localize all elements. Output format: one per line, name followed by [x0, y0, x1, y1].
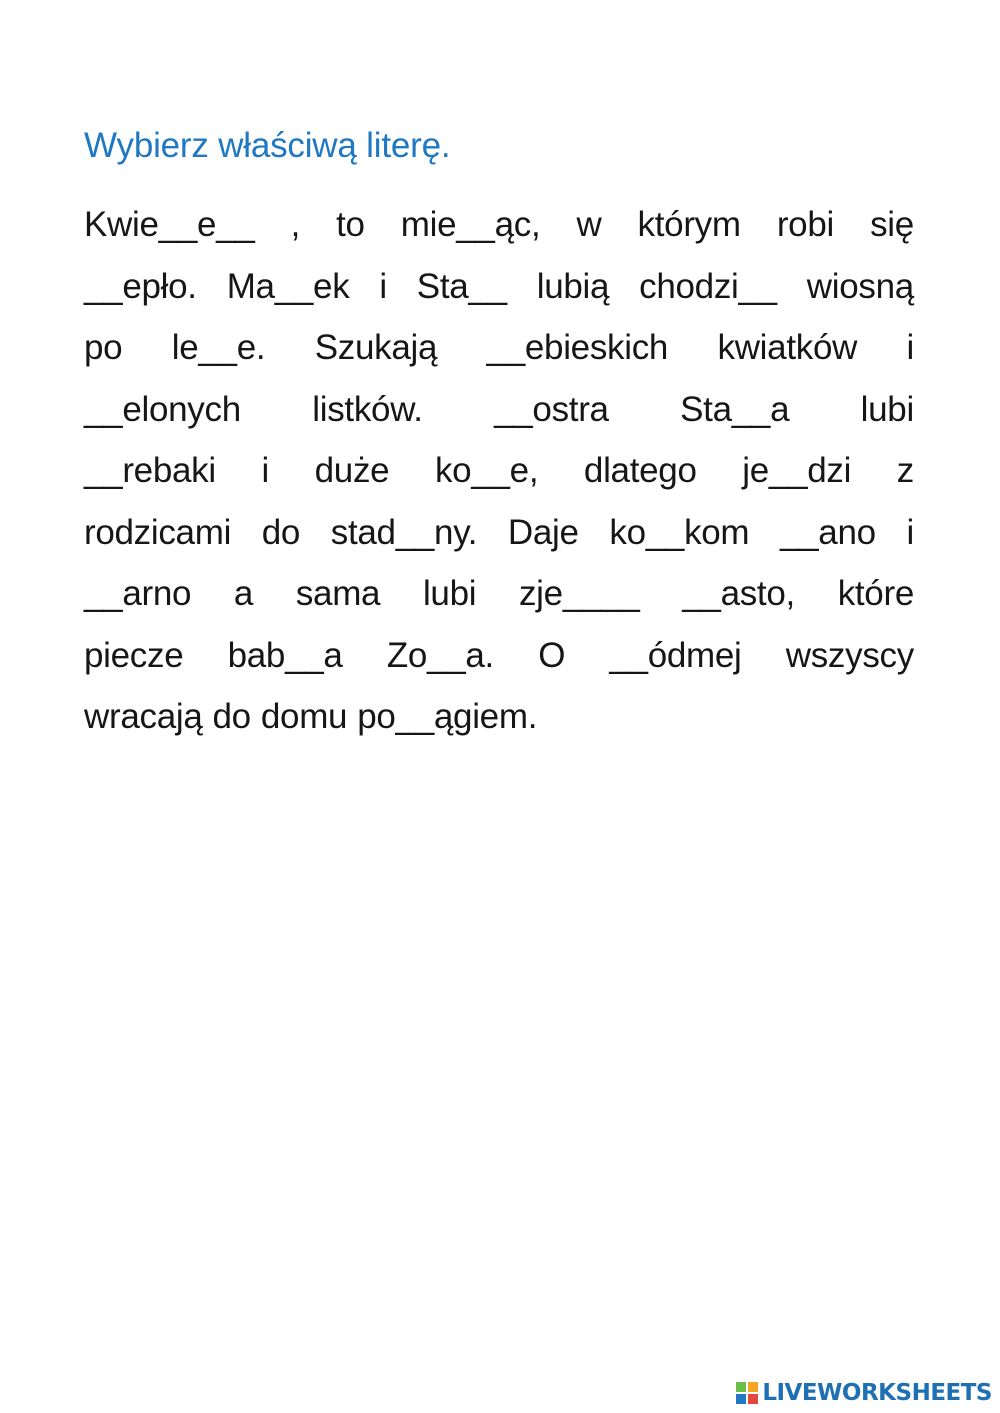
- text-word: wracają: [84, 697, 203, 736]
- text-word: i: [906, 328, 914, 367]
- text-word: rodzicami: [84, 512, 232, 552]
- logo-tile: [748, 1394, 758, 1404]
- text-word: __ebieskich: [486, 328, 669, 367]
- text-word: którym: [637, 205, 741, 244]
- text-line: [84, 567, 914, 629]
- text-word: Sta__: [416, 266, 507, 306]
- text-word: O: [538, 635, 566, 675]
- text-word: Zo__a.: [386, 635, 494, 675]
- text-line: [84, 383, 914, 445]
- text-word: Sta__a: [680, 389, 790, 429]
- text-word: Kwie__e__: [84, 205, 255, 244]
- text-word: __ano: [779, 512, 876, 552]
- text-word: w: [576, 205, 602, 244]
- text-word: __asto,: [682, 574, 795, 613]
- text-word: Ma__ek: [226, 266, 350, 306]
- liveworksheets-logo-icon: [736, 1382, 758, 1404]
- text-word: piecze: [84, 635, 184, 675]
- text-word: po__ągiem.: [357, 697, 538, 736]
- text-word: duże: [314, 451, 390, 490]
- text-word: dlatego: [583, 451, 697, 490]
- liveworksheets-logo: [736, 1379, 992, 1407]
- text-word: mie__ąc,: [400, 205, 541, 244]
- text-word: z: [896, 451, 914, 490]
- instruction-title: Wybierz właściwą literę.: [84, 126, 451, 165]
- text-word: ko__kom: [609, 512, 750, 552]
- liveworksheets-logo-text: LIVEWORKSHEETS: [762, 1380, 992, 1406]
- text-word: lubi: [422, 574, 477, 613]
- text-word: le__e.: [171, 328, 266, 367]
- text-word: a: [233, 574, 254, 613]
- text-word: listków.: [312, 389, 423, 429]
- text-line: [84, 629, 914, 691]
- text-word: wiosną: [806, 266, 914, 306]
- text-word: kwiatków: [717, 328, 858, 367]
- text-word: Szukają: [314, 328, 438, 367]
- text-line: [84, 260, 914, 322]
- text-word: i: [906, 512, 914, 552]
- text-line: [84, 321, 914, 383]
- text-word: i: [261, 451, 269, 490]
- logo-tile: [748, 1382, 758, 1392]
- text-word: które: [837, 574, 914, 613]
- text-word: lubią: [536, 266, 610, 306]
- text-word: Daje: [507, 512, 579, 552]
- text-word: bab__a: [227, 635, 343, 675]
- text-line: [84, 506, 914, 568]
- text-word: __arno: [84, 574, 192, 613]
- text-word: ko__e,: [434, 451, 539, 490]
- text-word: __rebaki: [84, 451, 216, 490]
- text-word: chodzi__: [639, 266, 777, 306]
- text-word: __ódmej: [609, 635, 742, 675]
- text-word: __elonych: [84, 389, 241, 429]
- text-word: domu: [260, 697, 348, 736]
- text-word: lubi: [860, 389, 914, 429]
- text-word: robi: [776, 205, 834, 244]
- text-word: __ostra: [494, 389, 609, 429]
- text-line: [84, 690, 914, 752]
- text-word: zje____: [518, 574, 640, 613]
- text-word: to: [336, 205, 365, 244]
- text-word: sama: [295, 574, 381, 613]
- text-line: [84, 198, 914, 260]
- text-word: wszyscy: [785, 635, 914, 675]
- text-line: [84, 444, 914, 506]
- text-word: __epło.: [84, 266, 197, 306]
- logo-tile: [736, 1394, 746, 1404]
- text-word: się: [870, 205, 914, 244]
- text-word: ,: [290, 205, 301, 244]
- cloze-text: [84, 198, 914, 752]
- text-word: po: [84, 328, 123, 367]
- text-word: je__dzi: [742, 451, 852, 490]
- text-word: stad__ny.: [330, 512, 478, 552]
- text-word: i: [379, 266, 387, 306]
- text-word: do: [212, 697, 251, 736]
- text-word: do: [261, 512, 301, 552]
- logo-tile: [736, 1382, 746, 1392]
